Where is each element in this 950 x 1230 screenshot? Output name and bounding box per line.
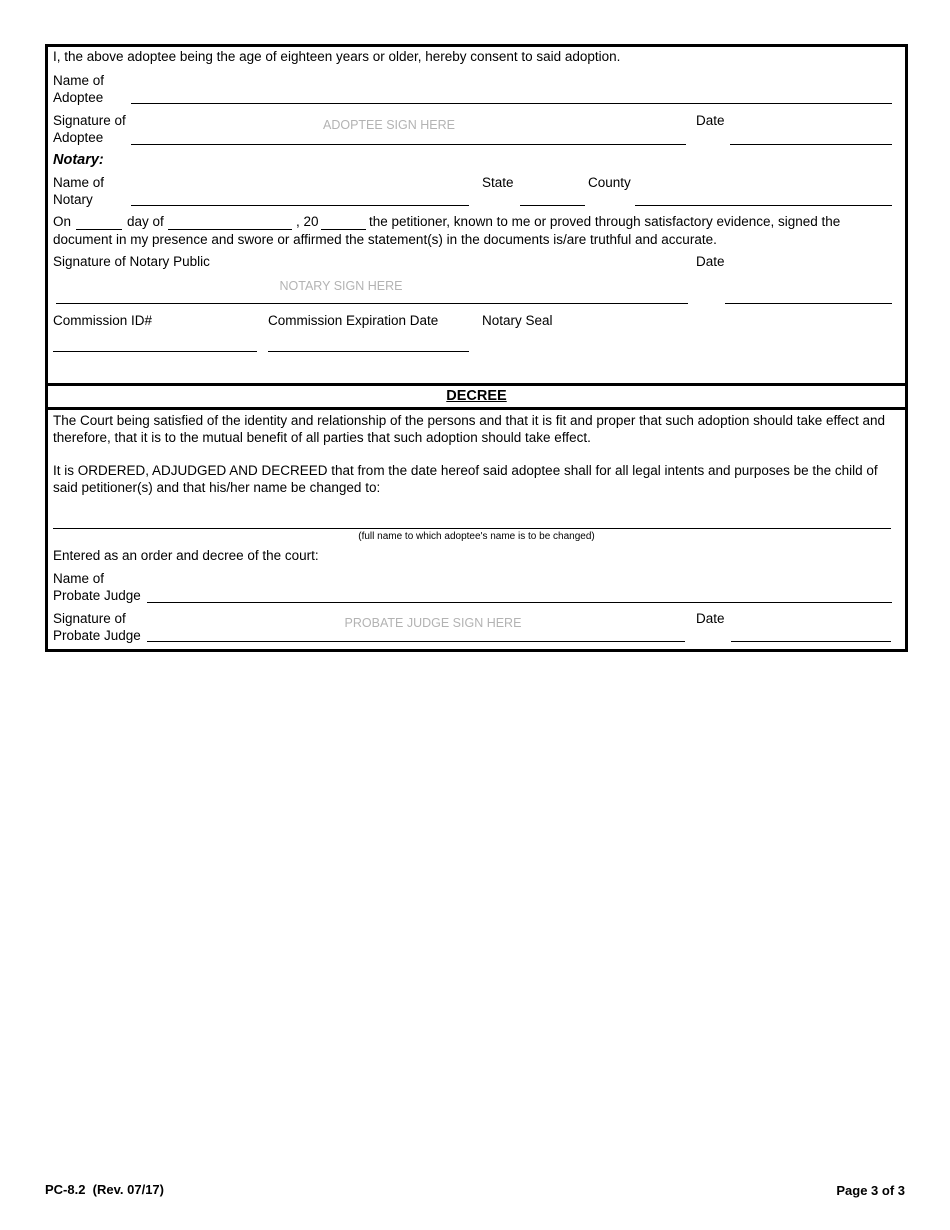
page-number: Page 3 of 3 <box>836 1183 905 1198</box>
commission-id-field[interactable] <box>53 351 257 352</box>
decree-paragraph-1: The Court being satisfied of the identity and relationship of the persons and that it is fit and proper that such adoption should take effect and therefore, that it is to the mutual benefit of all parties that such adoption should take effect. <box>53 413 886 445</box>
commission-id-label: Commission ID# <box>53 313 153 328</box>
notary-county-label: County <box>588 175 631 190</box>
notary-date-label: Date <box>696 254 725 269</box>
notary-name-label-2: Notary <box>53 192 93 207</box>
adoptee-signature-label-1: Signature of <box>53 113 126 128</box>
notary-day-of-text: day of <box>127 214 164 229</box>
notary-year-prefix-text: , 20 <box>296 214 319 229</box>
consent-statement: I, the above adoptee being the age of eighteen years or older, hereby consent to said adoption. <box>53 49 621 64</box>
notary-state-label: State <box>482 175 514 190</box>
notary-year-field[interactable] <box>321 229 366 230</box>
notary-statement-line-2: document in my presence and swore or affirmed the statement(s) in the documents is/are truthful and accurate. <box>53 232 717 247</box>
judge-name-label-1: Name of <box>53 571 105 586</box>
commission-expiration-field[interactable] <box>268 351 469 352</box>
judge-date-label: Date <box>696 611 725 626</box>
notary-day-field[interactable] <box>76 229 122 230</box>
judge-signature-placeholder[interactable]: PROBATE JUDGE SIGN HERE <box>344 616 522 630</box>
notary-month-field[interactable] <box>168 229 292 230</box>
adoptee-date-field[interactable] <box>730 144 892 145</box>
adoptee-signature-label-2: Adoptee <box>53 130 104 145</box>
judge-signature-label-2: Probate Judge <box>53 628 141 643</box>
notary-petitioner-text: the petitioner, known to me or proved through satisfactory evidence, signed the <box>369 214 841 229</box>
notary-date-field[interactable] <box>725 303 892 304</box>
notary-heading: Notary: <box>53 152 104 168</box>
notary-name-field[interactable] <box>131 205 469 206</box>
judge-date-field[interactable] <box>731 641 891 642</box>
adoptee-name-label-1: Name of <box>53 73 105 88</box>
notary-signature-field[interactable] <box>56 303 688 304</box>
adoptee-date-label: Date <box>696 113 725 128</box>
adoptee-name-field[interactable] <box>131 103 892 104</box>
notary-state-field[interactable] <box>520 205 585 206</box>
new-name-caption: (full name to which adoptee's name is to be changed) <box>358 531 595 542</box>
notary-signature-label: Signature of Notary Public <box>53 254 210 269</box>
form-id: PC-8.2 (Rev. 07/17) <box>45 1182 164 1197</box>
adoptee-signature-field[interactable] <box>131 144 686 145</box>
judge-name-label-2: Probate Judge <box>53 588 141 603</box>
judge-signature-field[interactable] <box>147 641 685 642</box>
adoptee-name-label-2: Adoptee <box>53 90 104 105</box>
notary-on-text: On <box>53 214 72 229</box>
notary-name-label-1: Name of <box>53 175 105 190</box>
decree-paragraph-2: It is ORDERED, ADJUDGED AND DECREED that from the date hereof said adoptee shall for all legal intents and purposes be the child of said petitioner(s) and that his/her name be changed to: <box>53 463 878 495</box>
decree-top-divider <box>45 383 908 386</box>
entered-order-text: Entered as an order and decree of the court: <box>53 548 319 563</box>
notary-county-field[interactable] <box>635 205 892 206</box>
judge-name-field[interactable] <box>147 602 892 603</box>
commission-expiration-label: Commission Expiration Date <box>268 313 439 328</box>
decree-heading: DECREE <box>446 388 507 404</box>
decree-bottom-divider <box>45 407 908 410</box>
judge-signature-label-1: Signature of <box>53 611 126 626</box>
notary-signature-placeholder[interactable]: NOTARY SIGN HERE <box>279 279 403 293</box>
adoptee-signature-placeholder[interactable]: ADOPTEE SIGN HERE <box>323 118 455 132</box>
notary-seal-label: Notary Seal <box>482 313 553 328</box>
